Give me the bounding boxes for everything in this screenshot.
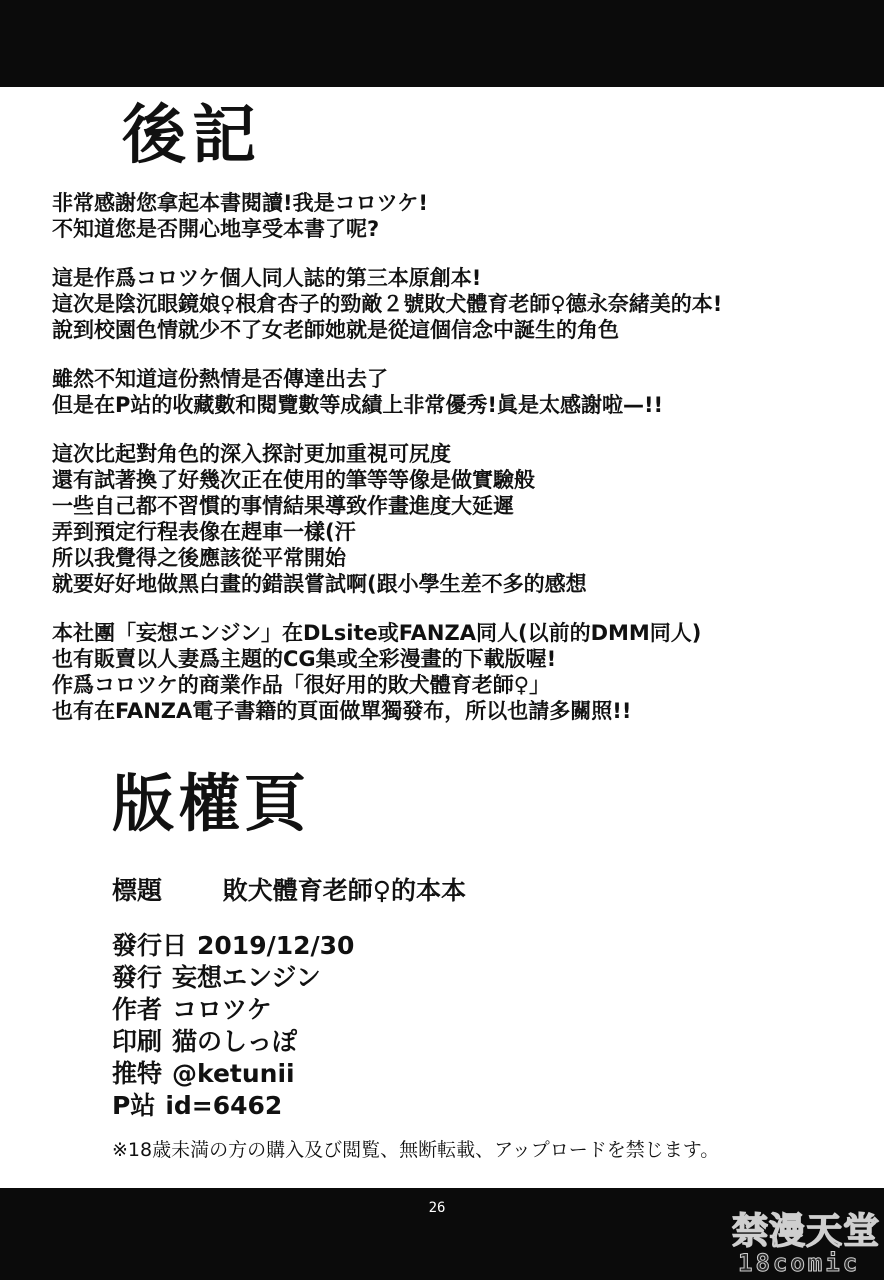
info-label: 發行日 — [112, 931, 188, 960]
afterword-line: 也有在FANZA電子書籍的頁面做單獨發布，所以也請多關照!! — [52, 699, 632, 723]
info-label: 作者 — [112, 995, 163, 1024]
work-title-row — [112, 874, 466, 908]
afterword-line: 也有販賣以人妻爲主題的CG集或全彩漫畫的下載版喔! — [52, 647, 557, 671]
afterword-line: 這次是陰沉眼鏡娘♀根倉杏子的勁敵２號敗犬體育老師♀德永奈緒美的本! — [52, 292, 723, 316]
afterword-line: 這是作爲コロツケ個人同人誌的第三本原創本! — [52, 266, 482, 290]
publisher-row — [112, 962, 354, 994]
afterword-paragraph-2 — [52, 265, 852, 343]
author-row — [112, 994, 354, 1026]
work-title-value: 敗犬體育老師♀的本本 — [222, 876, 467, 905]
colophon-info-list — [112, 930, 354, 1122]
info-value: @ketunii — [172, 1059, 295, 1088]
afterword-line: 弄到預定行程表像在趕車一樣(汗 — [52, 520, 356, 544]
afterword-paragraph-1 — [52, 190, 852, 242]
afterword-body — [52, 190, 852, 747]
afterword-paragraph-4 — [52, 441, 852, 597]
twitter-row — [112, 1058, 354, 1090]
afterword-line: 作爲コロツケ的商業作品「很好用的敗犬體育老師♀」 — [52, 673, 551, 697]
watermark-text: 禁漫天堂 — [732, 1211, 881, 1252]
afterword-line: 不知道您是否開心地享受本書了呢? — [52, 217, 380, 241]
printer-row — [112, 1026, 354, 1058]
work-title-label: 標題 — [112, 876, 163, 905]
info-value: id=6462 — [165, 1091, 283, 1120]
afterword-line: 還有試著換了好幾次正在使用的筆等等像是做實驗般 — [52, 468, 535, 492]
afterword-line: 非常感謝您拿起本書閱讀!我是コロツケ! — [52, 191, 428, 215]
info-label: 推特 — [112, 1059, 163, 1088]
info-label: 印刷 — [112, 1027, 163, 1056]
afterword-line: 這次比起對角色的深入探討更加重視可尻度 — [52, 442, 451, 466]
afterword-line: 本社團「妄想エンジン」在DLsite或FANZA同人(以前的DMM同人) — [52, 621, 702, 645]
publish-date-row — [112, 930, 354, 962]
info-value: 妄想エンジン — [172, 963, 321, 992]
afterword-line: 雖然不知道這份熱情是否傳達出去了 — [52, 367, 388, 391]
info-label: P站 — [112, 1091, 156, 1120]
watermark-subtext: 18comic — [738, 1249, 861, 1277]
afterword-line: 說到校園色情就少不了女老師她就是從這個信念中誕生的角色 — [52, 318, 619, 342]
top-black-bar — [0, 0, 884, 87]
pixiv-row — [112, 1090, 354, 1122]
page-number: 26 — [428, 1200, 446, 1216]
afterword-line: 但是在P站的收藏數和閱覽數等成績上非常優秀!眞是太感謝啦—!! — [52, 393, 664, 417]
afterword-heading: 後記 — [122, 98, 262, 173]
age-restriction-notice: ※18歳未満の方の購入及び閲覧、無断転載、アップロードを禁じます。 — [112, 1139, 720, 1161]
site-watermark-logo — [724, 1212, 880, 1276]
afterword-paragraph-5 — [52, 620, 852, 724]
info-value: 2019/12/30 — [197, 931, 355, 960]
info-value: 猫のしっぽ — [172, 1027, 298, 1056]
colophon-heading: 版權頁 — [112, 767, 311, 840]
afterword-line: 就要好好地做黑白畫的錯誤嘗試啊(跟小學生差不多的感想 — [52, 572, 587, 596]
info-label: 發行 — [112, 963, 163, 992]
afterword-line: 一些自己都不習慣的事情結果導致作畫進度大延遲 — [52, 494, 514, 518]
info-value: コロツケ — [172, 995, 272, 1024]
afterword-paragraph-3 — [52, 366, 852, 418]
afterword-line: 所以我覺得之後應該從平常開始 — [52, 546, 346, 570]
